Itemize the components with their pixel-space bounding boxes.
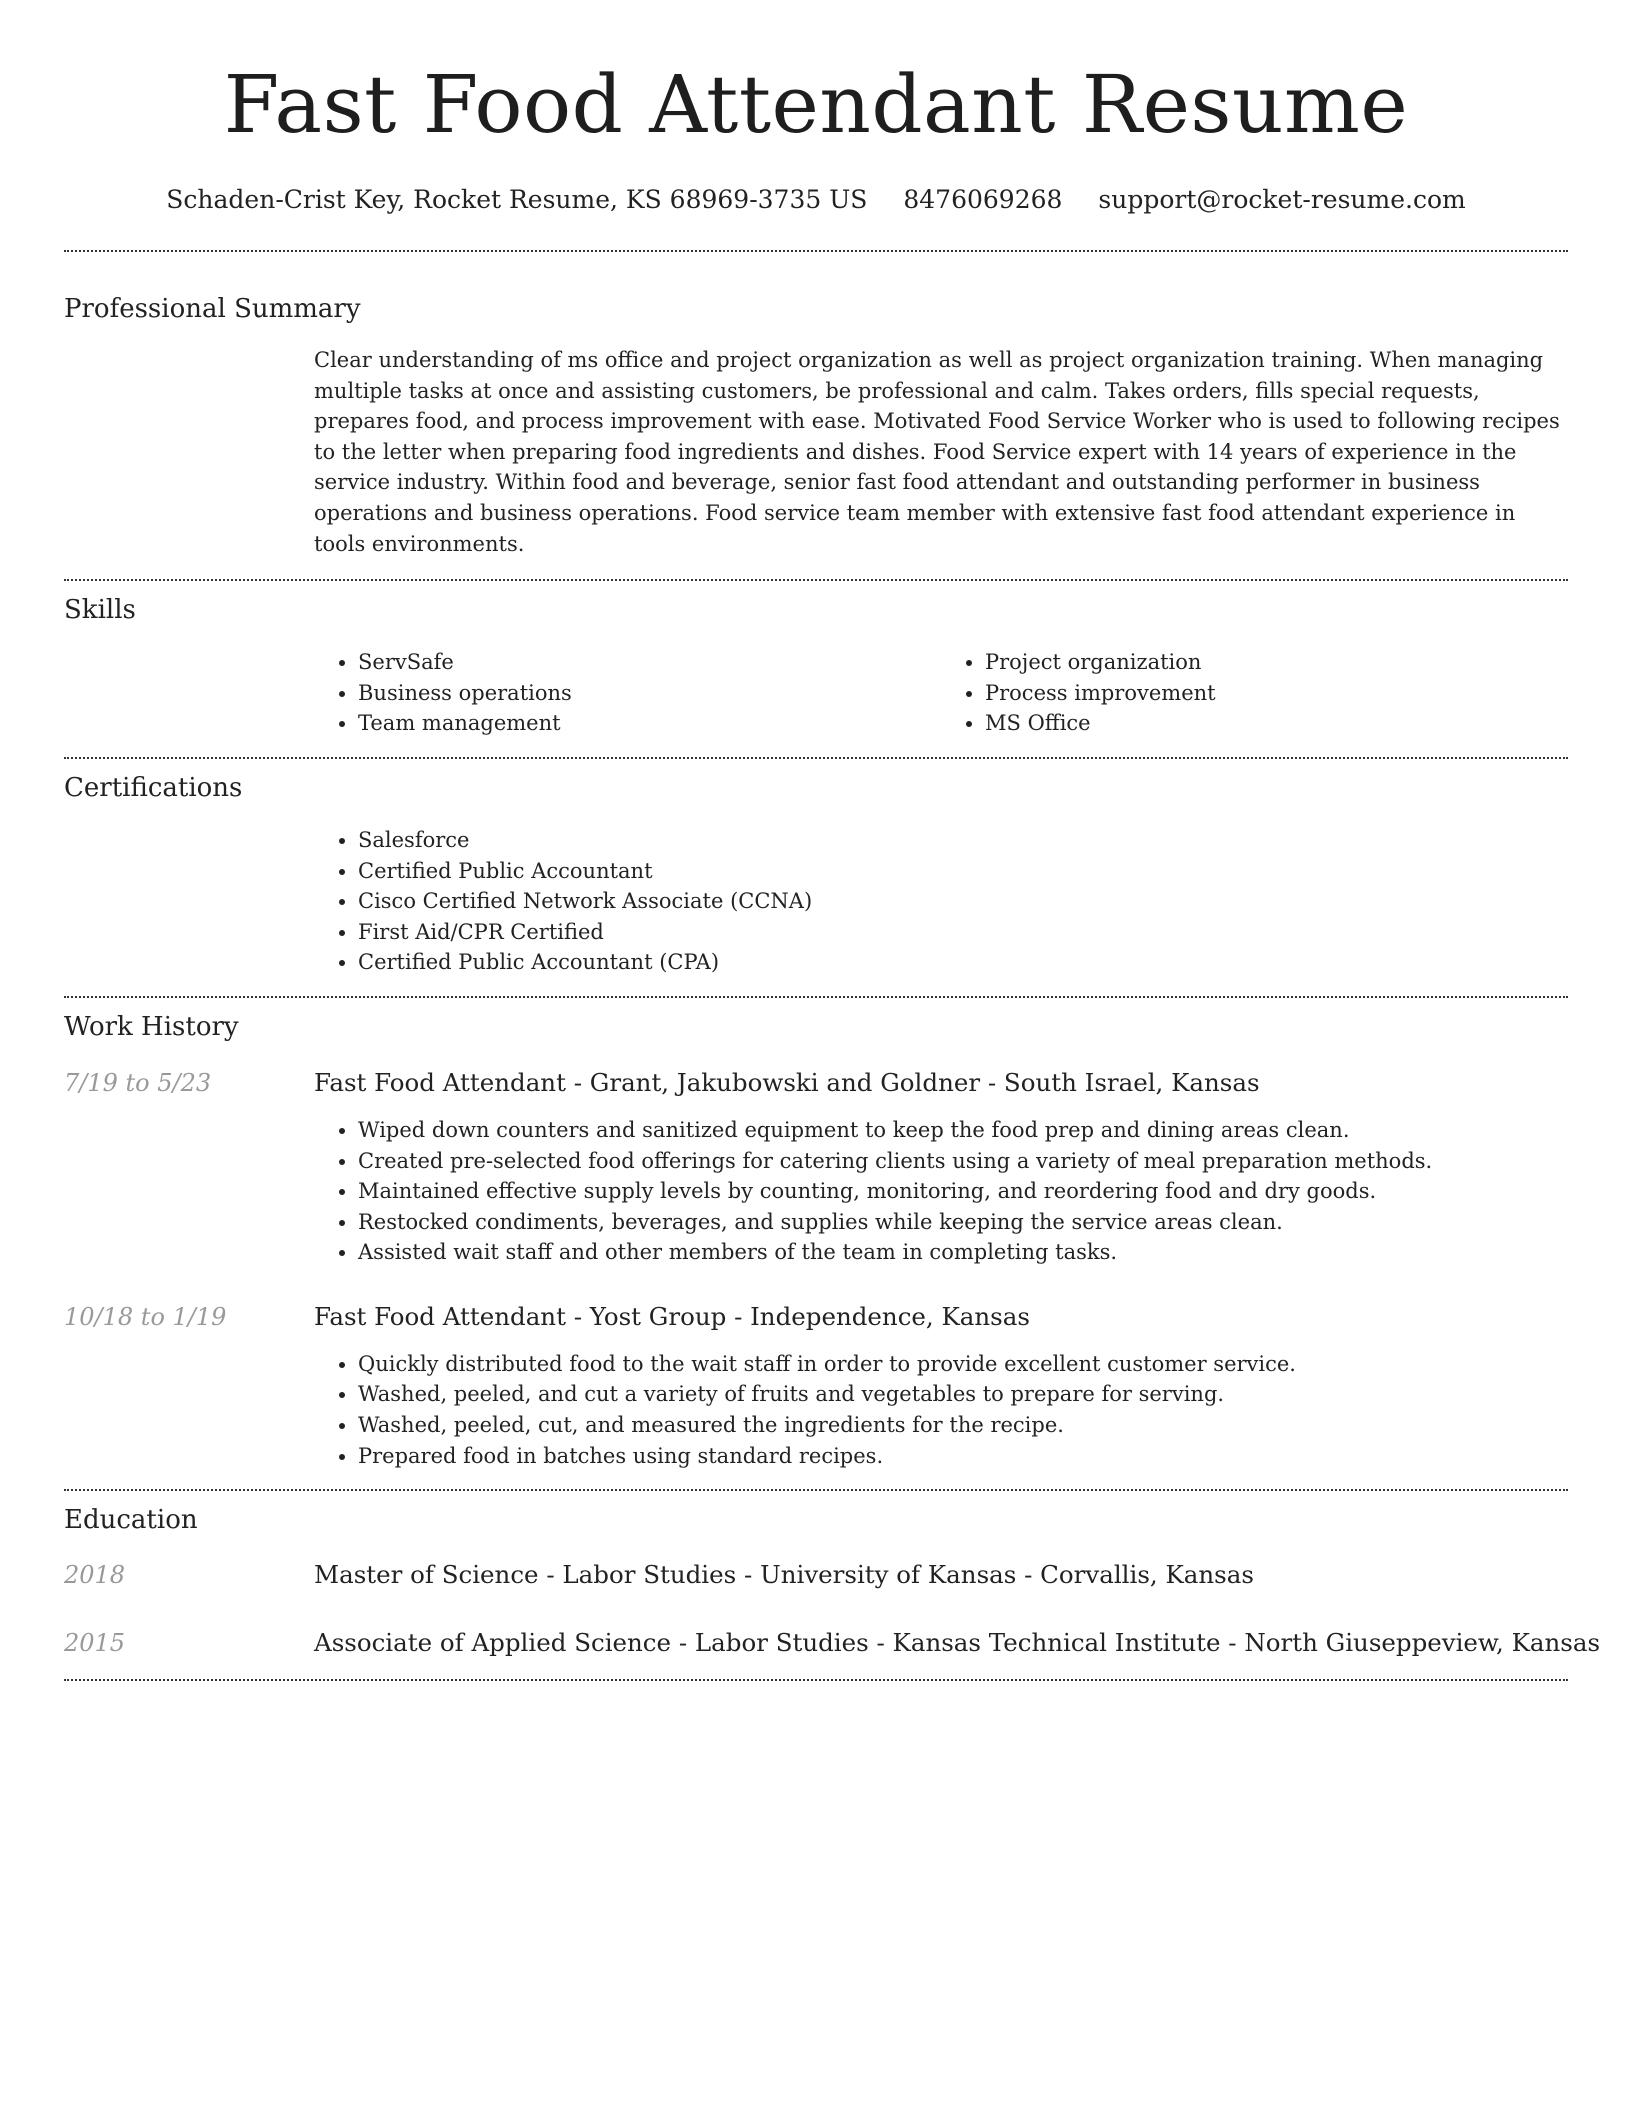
certifications-section [64,771,1568,978]
summary-heading: Professional Summary [64,294,361,324]
list-item: • Business operations [358,678,941,709]
skills-heading: Skills [64,595,136,626]
divider [64,250,1568,252]
job-title: Fast Food Attendant - Yost Group - Independence, Kansas [314,1301,1030,1331]
job-bullets [314,1115,1568,1268]
job-dates: 7/19 to 5/23 [64,1068,212,1097]
list-item: • Process improvement [985,678,1568,709]
list-item: • Project organization [985,647,1568,678]
summary-section [64,292,1568,559]
education-entry [64,1627,1601,1659]
list-item: • Wiped down counters and sanitized equipment to keep the food prep and dining areas clean. [358,1115,1568,1146]
education-degree: Associate of Applied Science - Labor Studies - Kansas Technical Institute - North Giuseppeview, Kansas [314,1628,1601,1658]
contact-email: support@rocket-resume.com [1098,185,1466,214]
list-item: • Team management [358,708,941,739]
job-entry [64,1067,1568,1268]
education-year: 2018 [64,1561,126,1590]
list-item: • Prepared food in batches using standard recipes. [358,1441,1568,1472]
list-item: • Washed, peeled, cut, and measured the ingredients for the recipe. [358,1410,1568,1441]
certifications-heading: Certifications [64,772,243,803]
job-title: Fast Food Attendant - Grant, Jakubowski and Goldner - South Israel, Kansas [314,1067,1260,1097]
list-item: • Salesforce [358,825,1568,856]
work-history-section [64,1010,1568,1471]
summary-text: Clear understanding of ms office and project organization as well as project organization training. When managing multiple tasks at once and assisting customers, be professional and calm. Takes orders, fills special requests, prepares food, and process improvement with ease. Motivated Food Service Worker who is used to following recipes to the letter when preparing food ingredients and dishes. Food Service expert with 14 years of experience in the service industry. Within food and beverage, senior fast food attendant and outstanding performer in business operations and business operations. Food service team member with extensive fast food attendant experience in tools environments. [314,348,1560,556]
education-degree: Master of Science - Labor Studies - University of Kansas - Corvallis, Kansas [314,1560,1254,1590]
job-dates: 10/18 to 1/19 [64,1302,227,1331]
list-item: • ServSafe [358,647,941,678]
divider [64,579,1568,581]
education-entry [64,1559,1568,1591]
list-item: • First Aid/CPR Certified [358,917,1568,948]
list-item: • Assisted wait staff and other members of the team in completing tasks. [358,1237,1568,1268]
skills-list [314,647,1568,739]
divider [64,1489,1568,1491]
divider [64,1679,1568,1681]
certifications-list [314,825,1568,978]
contact-phone: 8476069268 [903,185,1063,214]
list-item: • Maintained effective supply levels by counting, monitoring, and reordering food and dry goods. [358,1176,1568,1207]
list-item: • Certified Public Accountant (CPA) [358,947,1568,978]
education-year: 2015 [64,1629,126,1658]
list-item: • Washed, peeled, and cut a variety of fruits and vegetables to prepare for serving. [358,1379,1568,1410]
skills-column-1 [314,647,941,739]
education-section [64,1503,1601,1659]
list-item: • Created pre-selected food offerings for catering clients using a variety of meal preparation methods. [358,1146,1568,1177]
job-entry [64,1301,1568,1471]
contact-line [64,184,1568,216]
skills-column-2 [941,647,1568,739]
list-item: • Quickly distributed food to the wait staff in order to provide excellent customer service. [358,1349,1568,1380]
job-bullets [314,1349,1568,1471]
contact-address: Schaden-Crist Key, Rocket Resume, KS 68969-3735 US [166,185,868,214]
list-item: • Restocked condiments, beverages, and supplies while keeping the service areas clean. [358,1207,1568,1238]
list-item: • Certified Public Accountant [358,856,1568,887]
skills-section [64,593,1568,739]
education-heading: Education [64,1505,198,1536]
resume-title: Fast Food Attendant Resume [223,58,1409,151]
list-item: • MS Office [985,708,1568,739]
divider [64,757,1568,759]
list-item: • Cisco Certified Network Associate (CCNA) [358,886,1568,917]
divider [64,996,1568,998]
work-history-heading: Work History [64,1011,239,1042]
